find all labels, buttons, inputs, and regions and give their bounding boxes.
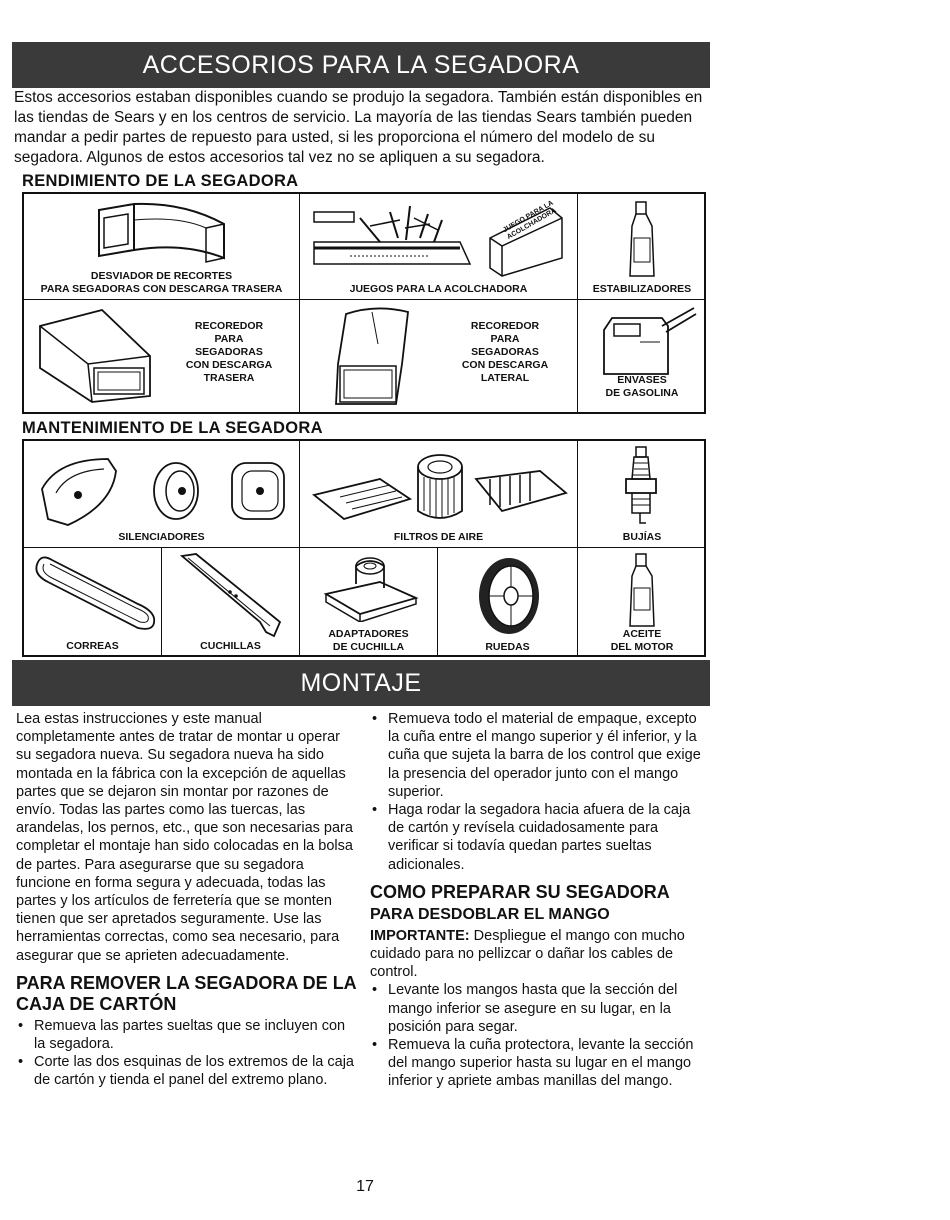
- mufflers-label: SILENCIADORES: [118, 531, 205, 543]
- blade-adapters-label: [300, 628, 437, 654]
- mulching-box-text: JUEGO PARA LA ACOLCHADORA: [502, 199, 558, 241]
- side-bag-line-1: RECOREDOR: [470, 320, 540, 332]
- gas-cans-line-2: DE GASOLINA: [605, 387, 679, 399]
- performance-grid: [22, 192, 706, 414]
- list-item: • Corte las dos esquinas de los extremos de la caja de cartón y tienda el panel del extremo plano.: [34, 1053, 356, 1089]
- prepare-mower-heading: COMO PREPARAR SU SEGADORA: [370, 881, 670, 902]
- gas-cans-line-1: ENVASES: [617, 374, 667, 386]
- assembly-right-column: [370, 710, 708, 1091]
- oil-line-2: DEL MOTOR: [610, 641, 674, 653]
- blade-adapters-cell: [300, 548, 438, 657]
- adapters-line-2: DE CUCHILLA: [332, 641, 405, 653]
- blades-cell: [162, 548, 300, 657]
- air-filters-cell: [300, 441, 578, 548]
- assembly-intro: Lea estas instrucciones y este manual completamente antes de tratar de montar u operar su segadora nueva. Su segadora nueva ha sido montada en la fábrica con la excepción de aquellas partes que se dejaron sin montar por razones de envío. Todas las partes como las tuercas, las arandelas, los pernos, etc., que son necesarias para completar el montaje han sido colocadas en la bolsa de partes. Para asegurarse que su segadora funcione en forma segura y adecuada, todas las partes y los artículos de ferretería que se monten tienen que ser apretados seguramente. Use las herramientas correctas, como sea necesario, para asegurar que se aprieten adecuadamente.: [16, 711, 353, 964]
- mufflers-illustration: [38, 449, 288, 529]
- performance-heading: RENDIMIENTO DE LA SEGADORA: [22, 172, 299, 190]
- belts-cell: [24, 548, 162, 657]
- side-bag-line-2: PARA: [490, 333, 520, 345]
- assembly-left-column: [16, 710, 356, 1090]
- grass-deflector-cell: [24, 194, 300, 300]
- stabilizer-bottle-illustration: [624, 200, 660, 280]
- unfold-handle-list: [370, 981, 708, 1090]
- spark-plugs-label: BUJÍAS: [622, 531, 662, 543]
- deflector-sublabel: PARA SEGADORAS CON DESCARGA TRASERA: [40, 283, 283, 295]
- side-bag-illustration: [326, 304, 416, 408]
- list-item: • Remueva las partes sueltas que se incluyen con la segadora.: [34, 1017, 356, 1053]
- rear-bag-line-5: TRASERA: [203, 372, 255, 384]
- maintenance-grid: [22, 439, 706, 657]
- rear-bag-line-1: RECOREDOR: [194, 320, 264, 332]
- remove-from-carton-heading: PARA REMOVER LA SEGADORA DE LA CAJA DE CARTÓN: [16, 972, 357, 1014]
- side-bag-line-3: SEGADORAS: [471, 346, 539, 358]
- gas-can-illustration: [598, 304, 698, 378]
- side-bag-cell: [300, 300, 578, 414]
- grass-deflector-illustration: [94, 200, 234, 270]
- gas-cans-cell: [578, 300, 706, 414]
- assembly-banner: [12, 660, 710, 706]
- rear-bag-line-4: CON DESCARGA: [185, 359, 273, 371]
- deflector-label: DESVIADOR DE RECORTES: [90, 270, 233, 282]
- important-note: [370, 927, 708, 982]
- rear-bag-label: [164, 320, 294, 385]
- engine-oil-label: [578, 628, 706, 654]
- important-text: Despliegue el mango con mucho cuidado para no pellizcar o dañar los cables de control.: [370, 927, 685, 981]
- list-item: • Remueva la cuña protectora, levante la sección del mango superior hasta su lugar en el mango inferior y apriete ambas manillas del mango.: [388, 1036, 708, 1091]
- side-bag-label: [440, 320, 570, 385]
- important-label: IMPORTANTE:: [370, 927, 470, 944]
- remove-carton-list: [16, 1017, 356, 1090]
- rear-bag-line-3: SEGADORAS: [195, 346, 263, 358]
- unpack-list: [370, 710, 708, 874]
- maintenance-heading: MANTENIMIENTO DE LA SEGADORA: [22, 419, 323, 437]
- mufflers-cell: [24, 441, 300, 548]
- wheel-illustration: [474, 554, 544, 638]
- spark-plugs-cell: [578, 441, 706, 548]
- accessories-banner: [12, 42, 710, 88]
- air-filters-illustration: [310, 449, 570, 527]
- side-bag-line-5: LATERAL: [480, 372, 530, 384]
- assembly-title: MONTAJE: [300, 668, 422, 697]
- engine-oil-cell: [578, 548, 706, 657]
- blade-illustration: [176, 552, 286, 638]
- wheels-cell: [438, 548, 578, 657]
- rear-bag-line-2: PARA: [214, 333, 244, 345]
- belts-label: CORREAS: [66, 640, 119, 652]
- accessories-intro: Estos accesorios estaban disponibles cuando se produjo la segadora. También están disponibles en las tiendas de Sears y en los centros de servicio. La mayoría de las tiendas Sears también pueden mandar a pedir partes de repuesto para usted, si les proporciona el número del modelo de su segadora. Algunos de estos accesorios tal vez no se apliquen a su segadora.: [14, 89, 703, 166]
- rear-bag-cell: [24, 300, 300, 414]
- mulching-kit-label: JUEGOS PARA LA ACOLCHADORA: [349, 283, 528, 295]
- oil-line-1: ACEITE: [622, 628, 662, 640]
- adapters-line-1: ADAPTADORES: [328, 628, 409, 640]
- rear-bag-illustration: [32, 306, 152, 406]
- blade-adapter-illustration: [320, 554, 420, 622]
- list-item: • Haga rodar la segadora hacia afuera de la caja de cartón y revísela cuidadosamente para verificar si todavía quedan partes sueltas adicionales.: [388, 801, 708, 874]
- wheels-label: RUEDAS: [485, 641, 530, 653]
- blades-label: CUCHILLAS: [200, 640, 261, 652]
- spark-plug-illustration: [622, 445, 662, 529]
- list-item: • Levante los mangos hasta que la sección del mango inferior se asegure en su lugar, en la posición para segar.: [388, 981, 708, 1036]
- mulching-kit-cell: [300, 194, 578, 300]
- list-item: • Remueva todo el material de empaque, excepto la cuña entre el mango superior y él inferior, y la cuña que sujeta la barra de los control que exige la presencia del operador junto con el mango superior.: [388, 710, 708, 801]
- accessories-title: ACCESORIOS PARA LA SEGADORA: [142, 50, 580, 79]
- side-bag-line-4: CON DESCARGA: [461, 359, 549, 371]
- page-number: 17: [356, 1178, 374, 1195]
- unfold-handle-heading: PARA DESDOBLAR EL MANGO: [370, 905, 610, 923]
- stabilizers-label: ESTABILIZADORES: [592, 283, 692, 295]
- belt-illustration: [28, 552, 160, 632]
- stabilizers-cell: [578, 194, 706, 300]
- oil-bottle-illustration: [624, 552, 660, 628]
- gas-cans-label: [578, 374, 706, 400]
- air-filters-label: FILTROS DE AIRE: [393, 531, 484, 543]
